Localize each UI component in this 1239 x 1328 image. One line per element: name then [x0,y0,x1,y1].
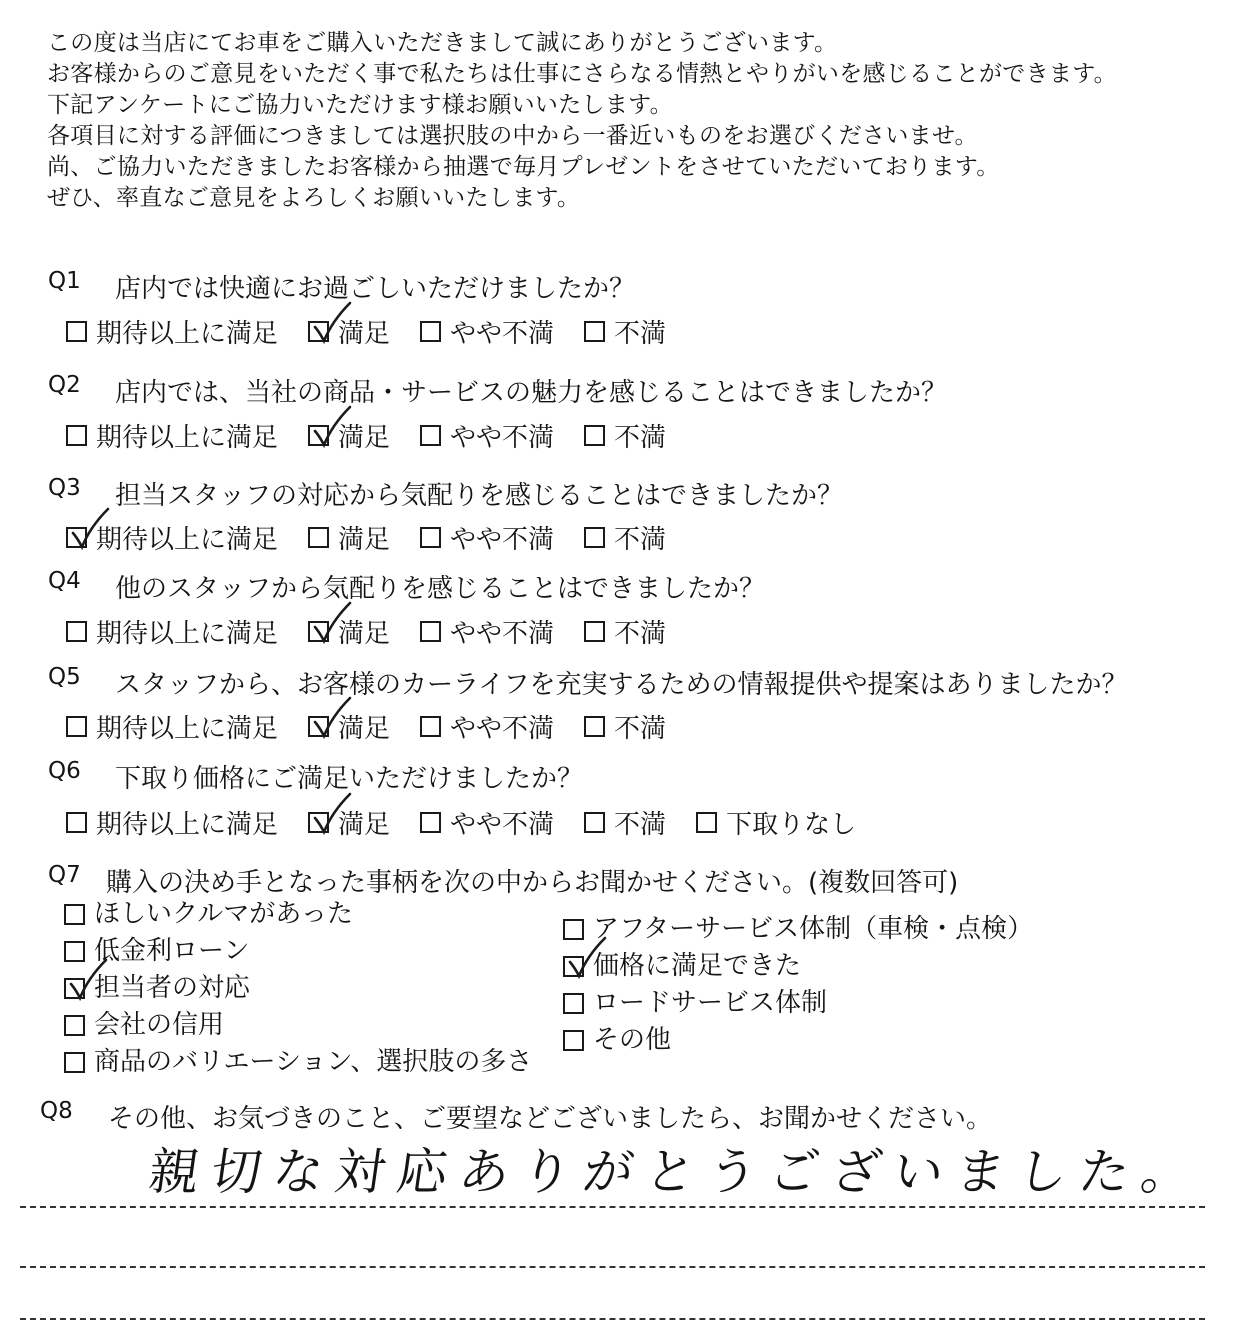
intro-line: ぜひ、率直なご意見をよろしくお願いいたします。 [47,185,581,211]
question-text: 下取り価格にご満足いただけましたか？ [115,764,584,794]
option[interactable] [66,313,278,350]
q7-right-options [563,911,1033,1059]
question-text: 店内では快適にお過ごしいただけましたか？ [115,274,636,304]
option-label: 不満 [614,319,667,349]
option-label: 期待以上に満足 [96,525,279,555]
option-label: ロードサービス体制 [593,988,828,1018]
checkbox[interactable] [584,527,605,548]
option-label: 満足 [338,810,391,840]
checkbox[interactable] [563,1030,584,1051]
handwritten-check-mark [70,507,110,551]
option-label: 不満 [614,810,667,840]
handwritten-check-mark [312,301,352,345]
option-label: やや不満 [450,810,555,840]
option-label: やや不満 [450,714,555,744]
question-number: Q7 [48,862,81,888]
answer-line [20,1318,1205,1320]
q7-option[interactable] [563,948,1033,985]
q7-option[interactable] [64,1044,532,1081]
option[interactable] [308,708,390,745]
option[interactable] [66,417,278,454]
option-label: アフターサービス体制（車検・点検） [593,914,1034,944]
q7-left-options [64,896,532,1081]
option-label: 満足 [338,714,391,744]
option[interactable] [696,804,856,841]
checkbox[interactable] [420,527,441,548]
checkbox[interactable] [64,1052,85,1073]
question-number: Q5 [48,664,81,690]
checkbox-checked[interactable] [308,812,329,833]
checkbox[interactable] [563,993,584,1014]
option-label: 期待以上に満足 [96,714,279,744]
checkbox-checked[interactable] [66,527,87,548]
question-number: Q4 [48,568,81,594]
option[interactable] [66,804,278,841]
checkbox[interactable] [584,425,605,446]
option[interactable] [66,708,278,745]
option-label: その他 [593,1025,672,1055]
checkbox[interactable] [584,812,605,833]
handwritten-check-mark [312,696,352,740]
checkbox[interactable] [66,621,87,642]
intro-line: 下記アンケートにご協力いただけます様お願いいたします。 [47,92,673,118]
option[interactable] [420,417,554,454]
option-label: やや不満 [450,423,555,453]
checkbox[interactable] [584,716,605,737]
option[interactable] [420,804,554,841]
handwritten-check-mark [312,792,352,836]
option-label: 期待以上に満足 [96,619,279,649]
option-label: 満足 [338,423,391,453]
question-text: その他、お気づきのこと、ご要望などございましたら、お聞かせください。 [108,1104,993,1134]
question-number: Q2 [48,372,81,398]
option-label: 満足 [338,619,391,649]
option[interactable] [66,519,278,556]
option[interactable] [584,519,666,556]
intro-text [47,28,1117,214]
handwritten-check-mark [312,601,352,645]
answer-line [20,1266,1205,1268]
option-label: やや不満 [450,525,555,555]
option-label: 期待以上に満足 [96,810,279,840]
option[interactable] [584,708,666,745]
option-label: 満足 [338,525,391,555]
option-label: やや不満 [450,319,555,349]
intro-line: 各項目に対する評価につきましては選択肢の中から一番近いものをお選びくださいませ。 [47,123,978,149]
checkbox[interactable] [66,716,87,737]
question-text: スタッフから、お客様のカーライフを充実するための情報提供や提案はありましたか？ [115,670,1128,700]
checkbox-checked[interactable] [308,425,329,446]
intro-line: お客様からのご意見をいただく事で私たちは仕事にさらなる情熱とやりがいを感じることができます。 [47,61,1117,87]
checkbox-checked[interactable] [64,978,85,999]
checkbox-checked[interactable] [308,716,329,737]
question-number: Q3 [48,475,81,501]
option[interactable] [584,613,666,650]
option-label: 担当者の対応 [94,973,251,1003]
handwritten-answer: 親切な対応ありがとうございました。 [145,1143,1208,1201]
option[interactable] [420,708,554,745]
option-label: 低金利ローン [94,936,250,966]
options-q5 [66,708,696,742]
question-number: Q1 [48,268,81,294]
option-label: 期待以上に満足 [96,423,279,453]
q7-option[interactable] [64,1007,532,1044]
option-label: 価格に満足できた [593,951,802,981]
option[interactable] [420,613,554,650]
option-label: 商品のバリエーション、選択肢の多さ [94,1047,533,1077]
option-label: 不満 [614,714,667,744]
checkbox[interactable] [66,321,87,342]
q7-option[interactable] [563,985,1033,1022]
handwritten-check-mark [567,936,607,980]
checkbox[interactable] [584,621,605,642]
option[interactable] [308,417,390,454]
q7-option[interactable] [563,1022,1033,1059]
checkbox[interactable] [420,812,441,833]
checkbox-checked[interactable] [308,321,329,342]
handwritten-check-mark [68,958,108,1002]
option-label: 不満 [614,525,667,555]
checkbox[interactable] [696,812,717,833]
option-label: 不満 [614,423,667,453]
options-q1 [66,313,696,347]
option[interactable] [308,313,390,350]
option[interactable] [308,804,390,841]
option-label: 不満 [614,619,667,649]
q7-option[interactable] [563,911,1033,948]
question-number: Q6 [48,758,81,784]
question-number: Q8 [40,1098,73,1124]
option-label: 下取りなし [726,810,857,840]
checkbox-checked[interactable] [308,621,329,642]
option-label: やや不満 [450,619,555,649]
question-text: 店内では、当社の商品・サービスの魅力を感じることはできましたか？ [115,378,948,408]
option[interactable] [584,417,666,454]
question-text: 担当スタッフの対応から気配りを感じることはできましたか？ [115,481,844,511]
options-q6 [66,804,886,838]
checkbox[interactable] [308,527,329,548]
checkbox[interactable] [420,621,441,642]
question-text: 他のスタッフから気配りを感じることはできましたか？ [115,574,766,604]
options-q2 [66,417,696,451]
option-label: 満足 [338,319,391,349]
q7-option[interactable] [64,970,532,1007]
options-q3 [66,519,696,553]
checkbox[interactable] [64,1015,85,1036]
option[interactable] [420,519,554,556]
option[interactable] [308,519,390,556]
option[interactable] [584,313,666,350]
intro-line: 尚、ご協力いただきましたお客様から抽選で毎月プレゼントをさせていただいております。 [47,154,1000,180]
handwritten-check-mark [312,405,352,449]
options-q4 [66,613,696,647]
checkbox[interactable] [420,425,441,446]
option-label: 会社の信用 [94,1010,225,1040]
q7-option[interactable] [64,933,532,970]
option[interactable] [66,613,278,650]
intro-line: この度は当店にてお車をご購入いただきまして誠にありがとうございます。 [47,30,838,56]
answer-line [20,1206,1205,1208]
q7-option[interactable] [64,896,532,933]
option[interactable] [420,313,554,350]
question-text: 購入の決め手となった事柄を次の中からお聞かせください。(複数回答可) [106,868,959,898]
option[interactable] [308,613,390,650]
checkbox-checked[interactable] [563,956,584,977]
checkbox[interactable] [66,425,87,446]
checkbox[interactable] [66,812,87,833]
checkbox[interactable] [420,321,441,342]
checkbox[interactable] [420,716,441,737]
option[interactable] [584,804,666,841]
checkbox[interactable] [584,321,605,342]
option-label: ほしいクルマがあった [94,899,353,929]
checkbox[interactable] [64,904,85,925]
option-label: 期待以上に満足 [96,319,279,349]
